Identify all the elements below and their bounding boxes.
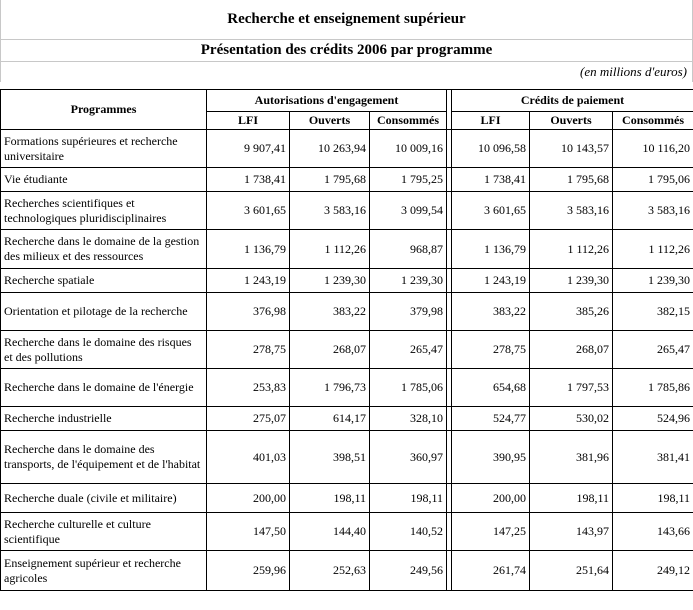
cp-lfi-cell: 147,25	[452, 513, 530, 551]
cp-ouverts-cell: 385,26	[530, 293, 613, 331]
table-row	[1, 331, 693, 369]
program-name: Recherche culturelle et culture scientifique	[1, 513, 207, 551]
ae-consommes-cell: 198,11	[370, 484, 447, 513]
program-name: Recherche dans le domaine des transports, de l'équipement et de l'habitat	[1, 431, 207, 484]
table-row	[1, 369, 693, 407]
cp-ouverts-cell: 10 143,57	[530, 130, 613, 168]
cp-ouverts-cell: 1 795,68	[530, 168, 613, 192]
ae-ouverts-cell: 398,51	[290, 431, 370, 484]
cp-ouverts-cell: 1 797,53	[530, 369, 613, 407]
program-name: Recherche dans le domaine de l'énergie	[1, 369, 207, 407]
header-cp-ouverts: Ouverts	[530, 112, 613, 130]
program-name: Vie étudiante	[1, 168, 207, 192]
table-body	[1, 130, 693, 591]
program-name: Recherche dans le domaine de la gestion des milieux et des ressources	[1, 230, 207, 269]
table-row	[1, 484, 693, 513]
program-name: Recherche dans le domaine des risques et des pollutions	[1, 331, 207, 369]
ae-ouverts-cell: 383,22	[290, 293, 370, 331]
cp-consommes-cell: 1 112,26	[613, 230, 693, 269]
unit-note: (en millions d'euros)	[579, 64, 687, 79]
header-ae-lfi: LFI	[207, 112, 290, 130]
ae-lfi-cell: 3 601,65	[207, 192, 290, 230]
cp-consommes-cell: 3 583,16	[613, 192, 693, 230]
cp-consommes-cell: 265,47	[613, 331, 693, 369]
table-row	[1, 431, 693, 484]
ae-ouverts-cell: 268,07	[290, 331, 370, 369]
header-ae-consommes: Consommés	[370, 112, 447, 130]
cp-ouverts-cell: 1 112,26	[530, 230, 613, 269]
ae-ouverts-cell: 614,17	[290, 407, 370, 431]
table-row	[1, 551, 693, 591]
document-subtitle: Présentation des crédits 2006 par programme	[0, 40, 693, 62]
ae-consommes-cell: 1 795,25	[370, 168, 447, 192]
ae-consommes-cell: 1 785,06	[370, 369, 447, 407]
table-row	[1, 168, 693, 192]
header-cp-consommes: Consommés	[613, 112, 693, 130]
cp-ouverts-cell: 1 239,30	[530, 269, 613, 293]
ae-consommes-cell: 265,47	[370, 331, 447, 369]
program-name: Formations supérieures et recherche universitaire	[1, 130, 207, 168]
table-row	[1, 513, 693, 551]
ae-consommes-cell: 328,10	[370, 407, 447, 431]
cp-consommes-cell: 1 785,86	[613, 369, 693, 407]
program-name: Enseignement supérieur et recherche agricoles	[1, 551, 207, 591]
cp-consommes-cell: 381,41	[613, 431, 693, 484]
ae-lfi-cell: 200,00	[207, 484, 290, 513]
cp-consommes-cell: 143,66	[613, 513, 693, 551]
header-programmes: Programmes	[1, 90, 207, 130]
cp-consommes-cell: 524,96	[613, 407, 693, 431]
cp-consommes-cell: 382,15	[613, 293, 693, 331]
cp-lfi-cell: 200,00	[452, 484, 530, 513]
ae-ouverts-cell: 1 112,26	[290, 230, 370, 269]
program-name: Orientation et pilotage de la recherche	[1, 293, 207, 331]
ae-ouverts-cell: 10 263,94	[290, 130, 370, 168]
ae-consommes-cell: 3 099,54	[370, 192, 447, 230]
ae-consommes-cell: 360,97	[370, 431, 447, 484]
header-group-ae: Autorisations d'engagement	[207, 90, 447, 112]
cp-lfi-cell: 1 243,19	[452, 269, 530, 293]
table-row	[1, 269, 693, 293]
header-cp-lfi: LFI	[452, 112, 530, 130]
cp-lfi-cell: 261,74	[452, 551, 530, 591]
program-name: Recherche industrielle	[1, 407, 207, 431]
ae-ouverts-cell: 1 795,68	[290, 168, 370, 192]
cp-ouverts-cell: 143,97	[530, 513, 613, 551]
table-row	[1, 130, 693, 168]
header-group-cp: Crédits de paiement	[452, 90, 693, 112]
ae-ouverts-cell: 1 796,73	[290, 369, 370, 407]
cp-lfi-cell: 390,95	[452, 431, 530, 484]
cp-lfi-cell: 1 136,79	[452, 230, 530, 269]
table-row	[1, 230, 693, 269]
ae-consommes-cell: 140,52	[370, 513, 447, 551]
ae-ouverts-cell: 3 583,16	[290, 192, 370, 230]
table-row	[1, 407, 693, 431]
cp-consommes-cell: 1 795,06	[613, 168, 693, 192]
cp-lfi-cell: 278,75	[452, 331, 530, 369]
ae-consommes-cell: 10 009,16	[370, 130, 447, 168]
cp-lfi-cell: 383,22	[452, 293, 530, 331]
ae-lfi-cell: 1 738,41	[207, 168, 290, 192]
ae-lfi-cell: 376,98	[207, 293, 290, 331]
cp-lfi-cell: 654,68	[452, 369, 530, 407]
cp-lfi-cell: 10 096,58	[452, 130, 530, 168]
ae-consommes-cell: 1 239,30	[370, 269, 447, 293]
ae-lfi-cell: 1 243,19	[207, 269, 290, 293]
ae-lfi-cell: 275,07	[207, 407, 290, 431]
document-title: Recherche et enseignement supérieur	[0, 0, 693, 40]
table-row	[1, 293, 693, 331]
ae-ouverts-cell: 198,11	[290, 484, 370, 513]
ae-lfi-cell: 147,50	[207, 513, 290, 551]
ae-consommes-cell: 249,56	[370, 551, 447, 591]
program-name: Recherche spatiale	[1, 269, 207, 293]
ae-ouverts-cell: 252,63	[290, 551, 370, 591]
ae-lfi-cell: 278,75	[207, 331, 290, 369]
program-name: Recherche duale (civile et militaire)	[1, 484, 207, 513]
ae-lfi-cell: 9 907,41	[207, 130, 290, 168]
ae-lfi-cell: 259,96	[207, 551, 290, 591]
ae-lfi-cell: 401,03	[207, 431, 290, 484]
ae-lfi-cell: 1 136,79	[207, 230, 290, 269]
cp-consommes-cell: 249,12	[613, 551, 693, 591]
ae-ouverts-cell: 144,40	[290, 513, 370, 551]
cp-consommes-cell: 10 116,20	[613, 130, 693, 168]
ae-ouverts-cell: 1 239,30	[290, 269, 370, 293]
cp-ouverts-cell: 381,96	[530, 431, 613, 484]
cp-ouverts-cell: 530,02	[530, 407, 613, 431]
cp-ouverts-cell: 198,11	[530, 484, 613, 513]
header-ae-ouverts: Ouverts	[290, 112, 370, 130]
program-name: Recherches scientifiques et technologiques pluridisciplinaires	[1, 192, 207, 230]
table-row	[1, 192, 693, 230]
credits-table	[0, 89, 693, 591]
cp-ouverts-cell: 268,07	[530, 331, 613, 369]
ae-consommes-cell: 379,98	[370, 293, 447, 331]
ae-consommes-cell: 968,87	[370, 230, 447, 269]
cp-lfi-cell: 1 738,41	[452, 168, 530, 192]
ae-lfi-cell: 253,83	[207, 369, 290, 407]
cp-ouverts-cell: 3 583,16	[530, 192, 613, 230]
cp-lfi-cell: 3 601,65	[452, 192, 530, 230]
cp-consommes-cell: 1 239,30	[613, 269, 693, 293]
cp-consommes-cell: 198,11	[613, 484, 693, 513]
cp-ouverts-cell: 251,64	[530, 551, 613, 591]
cp-lfi-cell: 524,77	[452, 407, 530, 431]
